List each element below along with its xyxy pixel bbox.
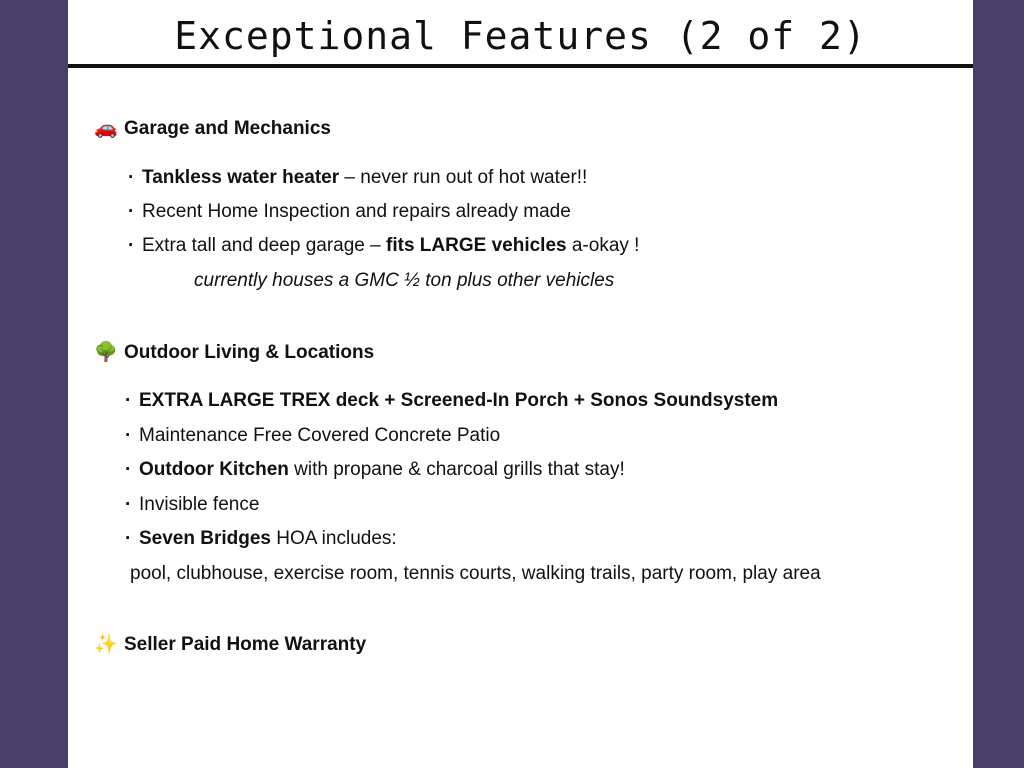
title-divider — [68, 64, 973, 68]
list-item-outdoor-kitchen — [125, 459, 625, 481]
car-icon: 🚗 — [94, 117, 118, 139]
list-item-concrete-patio — [125, 425, 500, 447]
list-item-bold: Outdoor Kitchen — [139, 459, 289, 480]
bullet-glyph: · — [125, 425, 132, 446]
list-item-trex-deck — [125, 390, 778, 412]
section-heading-outdoor — [94, 340, 374, 364]
list-item-invisible-fence — [125, 494, 259, 516]
bullet-glyph: · — [125, 528, 132, 549]
list-item-text: – never run out of hot water!! — [339, 167, 588, 188]
sparkle-icon: ✨ — [94, 633, 118, 655]
list-item-text: Invisible fence — [139, 494, 260, 515]
bullet-glyph: · — [125, 494, 132, 515]
bullet-glyph: · — [125, 459, 132, 480]
list-item-text: HOA includes: — [271, 528, 397, 549]
section-heading-garage — [94, 116, 331, 140]
bullet-glyph: · — [128, 235, 135, 256]
hoa-amenities: pool, clubhouse, exercise room, tennis courts, walking trails, party room, play area — [130, 563, 821, 584]
section-heading-label: Outdoor Living & Locations — [124, 342, 375, 363]
list-item-bold: Seven Bridges — [139, 528, 271, 549]
list-item-text: with propane & charcoal grills that stay! — [288, 459, 625, 480]
tree-icon: 🌳 — [94, 341, 118, 363]
list-item-bold: EXTRA LARGE TREX deck + Screened-In Porch + Sonos Soundsystem — [139, 390, 779, 411]
list-item-text: a-okay ! — [566, 235, 640, 256]
list-item-bold: Tankless water heater — [142, 167, 340, 188]
bullet-glyph: · — [128, 167, 135, 188]
slide-page — [68, 0, 973, 768]
list-item-hoa — [125, 528, 397, 550]
list-item-text: Maintenance Free Covered Concrete Patio — [139, 425, 501, 446]
list-item-text: Recent Home Inspection and repairs already made — [142, 201, 571, 222]
bullet-glyph: · — [125, 390, 132, 411]
section-heading-label: Seller Paid Home Warranty — [124, 634, 367, 655]
list-item-home-inspection — [128, 201, 571, 223]
section-heading-warranty — [94, 632, 366, 656]
list-item-tankless-water-heater — [128, 167, 587, 189]
bullet-glyph: · — [128, 201, 135, 222]
page-title: Exceptional Features (2 of 2) — [174, 14, 867, 58]
list-item-text: Extra tall and deep garage – — [142, 235, 387, 256]
section-heading-label: Garage and Mechanics — [124, 118, 331, 139]
list-item-bold: fits LARGE vehicles — [386, 235, 567, 256]
left-side-bar — [0, 0, 68, 768]
list-item-garage-size — [128, 235, 639, 257]
garage-note: currently houses a GMC ½ ton plus other vehicles — [194, 270, 615, 291]
right-side-bar — [973, 0, 1024, 768]
